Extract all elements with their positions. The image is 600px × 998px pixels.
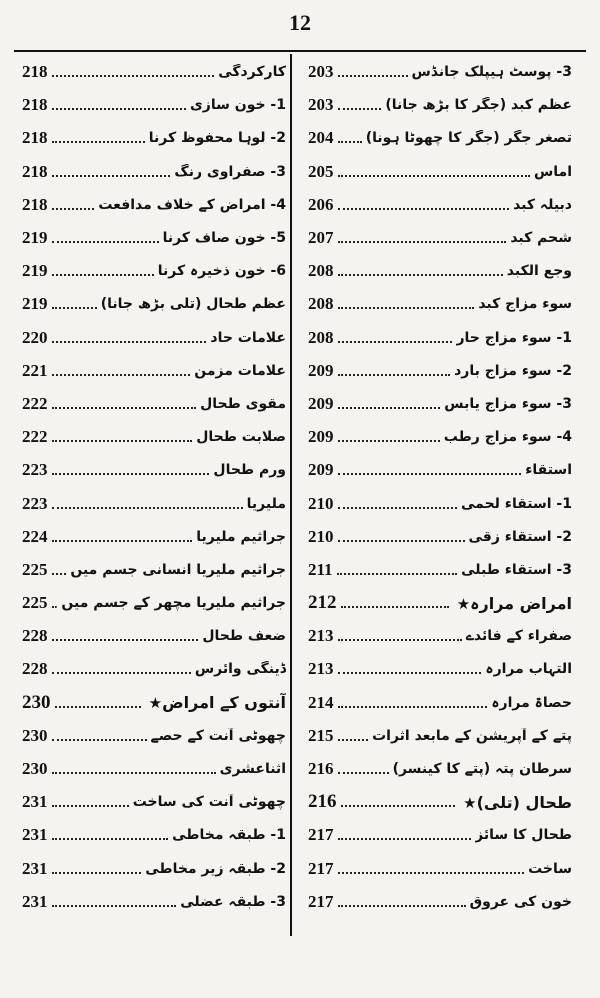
toc-page-number: 230 — [22, 759, 48, 779]
toc-page-number: 230 — [22, 725, 48, 745]
toc-entry-text: اماس — [533, 163, 572, 180]
toc-entry — [308, 853, 572, 886]
star-icon: ★ — [463, 793, 477, 812]
toc-entry — [22, 786, 286, 819]
toc-page-number: 220 — [22, 327, 48, 347]
toc-entry-text: 3- پوسٹ ہیپلک جانڈس — [411, 64, 572, 81]
toc-entry-text: جراثیم ملیریا — [196, 528, 286, 545]
dot-leader — [338, 274, 503, 276]
dot-leader — [52, 141, 145, 143]
toc-entry-title — [158, 263, 286, 279]
dot-leader — [338, 739, 369, 741]
dot-leader — [338, 473, 522, 475]
toc-entry-title — [151, 728, 286, 744]
toc-entry-title — [145, 861, 286, 877]
toc-entry-title — [247, 496, 286, 512]
toc-page-number: 219 — [22, 228, 48, 248]
toc-entry-title — [145, 693, 286, 712]
toc-page-number: 224 — [22, 526, 48, 546]
toc-page-number: 219 — [22, 294, 48, 314]
toc-entry — [308, 388, 572, 421]
toc-page-number: 214 — [308, 692, 334, 712]
dot-leader — [338, 407, 441, 409]
toc-entry-text: 3- صفراوی رنگ — [174, 163, 286, 180]
dot-leader — [338, 241, 507, 243]
toc-page-number: 208 — [308, 294, 334, 314]
toc-entry-text: صلابت طحال — [196, 429, 286, 446]
toc-entry-text: 3- استقاء طبلی — [461, 561, 572, 578]
toc-entry-text: علامات مزمن — [194, 362, 286, 379]
dot-leader — [52, 374, 191, 376]
toc-entry-text: ضعف طحال — [202, 628, 286, 645]
toc-entry — [308, 255, 572, 288]
toc-page-number: 218 — [22, 128, 48, 148]
toc-entry-title — [190, 97, 286, 113]
toc-entry — [22, 587, 286, 620]
toc-entry-text: دبیلہ کبد — [513, 196, 572, 213]
toc-page-number: 217 — [308, 891, 334, 911]
dot-leader — [338, 772, 389, 774]
dot-leader — [52, 341, 207, 343]
toc-entry-text: خون کی عروق — [469, 893, 572, 910]
dot-leader — [52, 672, 191, 674]
dot-leader — [338, 905, 466, 907]
toc-entry-title — [444, 429, 572, 445]
dot-leader — [52, 440, 193, 442]
toc-entry-title — [180, 894, 286, 910]
toc-entry-text: وجع الکبد — [506, 263, 572, 280]
toc-page-number: 211 — [308, 559, 333, 579]
toc-page-number: 207 — [308, 228, 334, 248]
dot-leader — [52, 108, 186, 110]
dot-leader — [338, 706, 488, 708]
toc-entry-text: عظم کبد (جگر کا بڑھ جانا) — [385, 97, 572, 114]
toc-entry — [22, 322, 286, 355]
dot-leader — [52, 772, 216, 774]
toc-entry-text: عظم طحال (تلی بڑھ جانا) — [100, 296, 286, 313]
dot-leader — [52, 274, 154, 276]
toc-entry — [22, 355, 286, 388]
toc-page-number: 210 — [308, 493, 334, 513]
toc-page-number: 217 — [308, 858, 334, 878]
toc-page-number: 217 — [308, 825, 334, 845]
dot-leader — [338, 440, 440, 442]
toc-page-number: 212 — [308, 592, 337, 614]
toc-entry — [22, 720, 286, 753]
toc-page-number: 231 — [22, 792, 48, 812]
toc-entry-title — [372, 728, 572, 744]
toc-page-number: 210 — [308, 526, 334, 546]
toc-entry-title — [461, 562, 572, 578]
toc-entry — [22, 653, 286, 686]
toc-entry-text: 3- سوء مزاج یابس — [444, 395, 572, 412]
toc-entry — [308, 421, 572, 454]
dot-leader — [338, 507, 458, 509]
toc-entry-title — [478, 296, 572, 312]
toc-entry-text: کارکردگی — [218, 64, 286, 81]
toc-entry-title — [459, 793, 572, 812]
dot-leader — [52, 540, 193, 542]
toc-entry — [308, 322, 572, 355]
toc-entry — [22, 819, 286, 852]
toc-entry-title — [101, 296, 286, 312]
toc-entry-title — [133, 794, 286, 810]
toc-entry-title — [366, 130, 572, 146]
toc-page-number: 219 — [22, 261, 48, 281]
toc-entry-text: آنتوں کے امراض — [162, 693, 286, 713]
toc-entry-text: ساخت — [528, 860, 572, 877]
toc-entry-title — [510, 230, 572, 246]
dot-leader — [341, 805, 456, 807]
toc-page-number: 206 — [308, 194, 334, 214]
toc-entry — [308, 355, 572, 388]
dot-leader — [338, 141, 362, 143]
header-rule — [14, 50, 586, 52]
column-divider — [290, 54, 292, 936]
dot-leader — [338, 540, 465, 542]
toc-page-number: 218 — [22, 95, 48, 115]
toc-page-number: 225 — [22, 593, 48, 613]
toc-page-number: 225 — [22, 559, 48, 579]
toc-entry-text: علامات حاد — [210, 329, 286, 346]
toc-entry — [308, 156, 572, 189]
dot-leader — [52, 639, 199, 641]
toc-entry — [22, 156, 286, 189]
dot-leader — [55, 706, 141, 708]
toc-page-number: 228 — [22, 626, 48, 646]
toc-entry-title — [412, 64, 573, 80]
toc-page-number: 218 — [22, 62, 48, 82]
toc-page-number: 213 — [308, 659, 334, 679]
toc-entry-text: 4- امراض کے خلاف مدافعت — [98, 196, 286, 213]
toc-page-number: 209 — [308, 393, 334, 413]
toc-entry-text: امراض مرارہ — [470, 593, 572, 613]
toc-entry-title — [195, 661, 286, 677]
toc-page-number: 216 — [308, 791, 337, 813]
toc-entry-text: ورم طحال — [213, 462, 286, 479]
toc-entry — [308, 819, 572, 852]
toc-entry-text: 1- طبقہ مخاطی — [172, 827, 286, 844]
toc-section-heading — [22, 687, 286, 720]
toc-entry — [22, 853, 286, 886]
toc-entry-title — [385, 97, 572, 113]
toc-entry-title — [444, 396, 572, 412]
toc-page-number: 228 — [22, 659, 48, 679]
dot-leader — [338, 672, 482, 674]
toc-entry — [22, 56, 286, 89]
toc-page-number: 222 — [22, 393, 48, 413]
toc-entry-text: اثناعشری — [219, 761, 286, 778]
dot-leader — [52, 739, 147, 741]
toc-entry-title — [454, 363, 572, 379]
dot-leader — [52, 175, 171, 177]
toc-entry — [308, 89, 572, 122]
dot-leader — [52, 241, 159, 243]
dot-leader — [337, 573, 458, 575]
toc-entry-title — [98, 197, 286, 213]
toc-entry — [308, 454, 572, 487]
toc-entry — [22, 620, 286, 653]
toc-entry-text: صفراء کے فائدے — [465, 628, 572, 645]
toc-page-number: 209 — [308, 460, 334, 480]
toc-entry — [308, 653, 572, 686]
toc-entry — [22, 487, 286, 520]
dot-leader — [52, 307, 97, 309]
toc-entry-title — [202, 628, 286, 644]
toc-entry — [308, 753, 572, 786]
toc-page-number: 208 — [308, 327, 334, 347]
toc-page-number: 223 — [22, 460, 48, 480]
toc-entry-title — [149, 130, 286, 146]
toc-entry-title — [528, 861, 572, 877]
toc-page-number: 218 — [22, 161, 48, 181]
toc-entry-title — [70, 562, 286, 578]
toc-entry-title — [200, 396, 286, 412]
dot-leader — [52, 473, 210, 475]
toc-entry — [22, 421, 286, 454]
toc-entry-text: ڈینگی وائرس — [194, 661, 286, 678]
dot-leader — [338, 872, 525, 874]
toc-entry-title — [61, 595, 286, 611]
toc-entry-text: طحال کا سائز — [475, 827, 572, 844]
toc-entry — [22, 886, 286, 919]
toc-entry-text: 2- سوء مزاج بارد — [454, 362, 572, 379]
dot-leader — [52, 872, 142, 874]
toc-page-number: 231 — [22, 825, 48, 845]
toc-right-column — [308, 56, 572, 919]
dot-leader — [341, 606, 449, 608]
toc-entry-text: جراثیم ملیریا انسانی جسم میں — [70, 561, 286, 578]
toc-page-number: 221 — [22, 360, 48, 380]
dot-leader — [52, 507, 243, 509]
toc-entry-title — [456, 330, 572, 346]
toc-entry-text: جراثیم ملیریا مچھر کے جسم میں — [61, 595, 286, 612]
toc-entry-title — [196, 429, 286, 445]
dot-leader — [338, 374, 451, 376]
toc-entry-text: 2- طبقہ زیر مخاطی — [145, 860, 286, 877]
toc-entry-title — [534, 164, 572, 180]
toc-entry — [22, 454, 286, 487]
toc-entry-title — [163, 230, 286, 246]
toc-page-number: 223 — [22, 493, 48, 513]
dot-leader — [52, 407, 197, 409]
toc-page-number: 208 — [308, 261, 334, 281]
toc-entry-title — [491, 695, 572, 711]
toc-page-number: 213 — [308, 626, 334, 646]
toc-entry-title — [218, 64, 286, 80]
toc-entry — [308, 886, 572, 919]
toc-page-number: 203 — [308, 62, 334, 82]
toc-entry — [308, 521, 572, 554]
toc-entry-text: التہاب مرارہ — [485, 661, 572, 678]
toc-entry-text: 1- سوء مزاج حار — [456, 329, 572, 346]
toc-entry — [22, 288, 286, 321]
toc-entry-title — [485, 661, 572, 677]
toc-entry-text: شحم کبد — [510, 230, 572, 247]
toc-page-number: 204 — [308, 128, 334, 148]
toc-entry-title — [174, 164, 286, 180]
toc-entry-text: 3- طبقہ عضلی — [180, 893, 286, 910]
dot-leader — [52, 606, 58, 608]
toc-page-number: 209 — [308, 360, 334, 380]
toc-entry-title — [393, 761, 572, 777]
toc-entry-title — [172, 827, 286, 843]
toc-entry — [308, 554, 572, 587]
toc-entry-text: 1- خون سازی — [189, 97, 286, 114]
toc-page-number: 222 — [22, 427, 48, 447]
toc-entry-title — [194, 363, 286, 379]
toc-entry — [308, 122, 572, 155]
toc-entry — [308, 487, 572, 520]
dot-leader — [338, 639, 462, 641]
toc-page-number: 205 — [308, 161, 334, 181]
dot-leader — [338, 175, 530, 177]
toc-entry-title — [470, 894, 572, 910]
toc-entry-text: استقاء — [525, 462, 572, 479]
toc-page-number: 231 — [22, 858, 48, 878]
toc-entry-title — [196, 529, 286, 545]
toc-entry — [22, 189, 286, 222]
dot-leader — [338, 208, 510, 210]
toc-page-number: 215 — [308, 725, 334, 745]
toc-entry-text: طحال (تلی) — [476, 792, 572, 812]
toc-entry-title — [469, 529, 572, 545]
dot-leader — [52, 573, 67, 575]
toc-entry-title — [210, 330, 286, 346]
dot-leader — [338, 75, 408, 77]
toc-entry-text: 2- لوہا محفوظ کرنا — [148, 130, 286, 147]
dot-leader — [52, 905, 177, 907]
toc-left-column — [22, 56, 286, 919]
toc-entry-text: ملیریا — [246, 495, 286, 512]
toc-entry — [22, 753, 286, 786]
toc-entry — [308, 720, 572, 753]
toc-entry — [22, 222, 286, 255]
dot-leader — [52, 208, 95, 210]
toc-entry — [308, 620, 572, 653]
toc-entry — [22, 255, 286, 288]
toc-entry-text: تصغر جگر (جگر کا چھوٹا ہونا) — [365, 130, 572, 147]
dot-leader — [52, 75, 215, 77]
toc-entry — [308, 222, 572, 255]
toc-page-number: 209 — [308, 427, 334, 447]
toc-entry — [22, 89, 286, 122]
star-icon: ★ — [456, 594, 471, 613]
toc-entry — [308, 288, 572, 321]
toc-entry — [22, 521, 286, 554]
toc-entry-text: مقوی طحال — [200, 395, 286, 412]
toc-entry — [308, 189, 572, 222]
toc-section-heading — [308, 786, 572, 819]
toc-entry — [308, 56, 572, 89]
toc-entry-text: پتے کے آپریشن کے مابعد اثرات — [372, 727, 572, 744]
toc-entry-title — [220, 761, 286, 777]
toc-entry-text: چھوٹی آنت کی ساخت — [132, 794, 286, 811]
toc-page-number: 231 — [22, 891, 48, 911]
toc-entry-title — [466, 628, 572, 644]
toc-entry-title — [507, 263, 572, 279]
toc-entry-text: 6- خون ذخیرہ کرنا — [157, 263, 286, 280]
toc-entry-title — [213, 462, 286, 478]
dot-leader — [52, 805, 129, 807]
toc-page-number: 218 — [22, 194, 48, 214]
toc-entry-text: سرطان پتہ (پتے کا کینسر) — [392, 761, 572, 778]
toc-entry-text: حصاۃ مرارہ — [491, 694, 572, 711]
toc-page-number: 203 — [308, 95, 334, 115]
toc-entry-text: چھوٹی آنت کے حصے — [150, 727, 286, 744]
toc-page-number: 230 — [22, 691, 51, 713]
toc-entry-title — [525, 462, 572, 478]
toc-entry-text: 2- استقاء زقی — [468, 528, 572, 545]
star-icon: ★ — [148, 694, 163, 713]
toc-section-heading — [308, 587, 572, 620]
toc-entry-text: سوء مزاج کبد — [478, 296, 572, 313]
dot-leader — [338, 838, 472, 840]
toc-entry-title — [453, 594, 572, 613]
toc-entry-title — [513, 197, 572, 213]
toc-entry-text: 4- سوء مزاج رطب — [443, 429, 572, 446]
dot-leader — [338, 341, 453, 343]
toc-entry — [22, 554, 286, 587]
toc-page-number: 216 — [308, 759, 334, 779]
toc-entry-title — [461, 496, 572, 512]
toc-entry-text: 5- خون صاف کرنا — [162, 230, 286, 247]
toc-entry — [22, 388, 286, 421]
toc-entry — [308, 687, 572, 720]
toc-entry — [22, 122, 286, 155]
dot-leader — [338, 108, 382, 110]
page-number: 12 — [289, 10, 311, 35]
toc-entry-title — [475, 827, 572, 843]
dot-leader — [52, 838, 169, 840]
toc-entry-text: 1- استقاء لحمی — [461, 495, 572, 512]
dot-leader — [338, 307, 475, 309]
